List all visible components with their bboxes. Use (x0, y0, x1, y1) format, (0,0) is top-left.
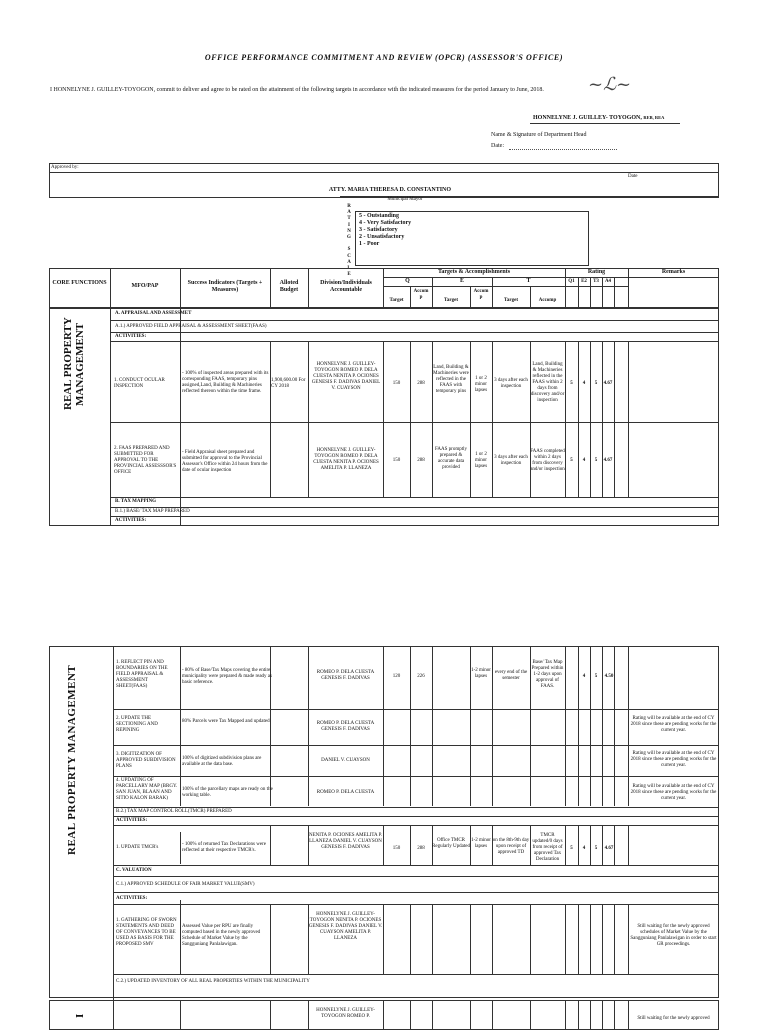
header-core-functions: CORE FUNCTIONS (52, 280, 107, 286)
p2-row4-remarks: Rating will be available at the end of CY 2018 since these are pending works for the current year. (630, 784, 717, 801)
p2-row1-t3: 5 (594, 674, 598, 679)
grid-line (492, 904, 493, 974)
p2-row3-remarks: Rating will be available at the end of CY 2018 since these are pending works for the current year. (630, 751, 717, 768)
grid-line (578, 825, 579, 865)
grid-line (492, 1000, 493, 1030)
header-division: Division/Individuals Accountable (320, 280, 372, 293)
row1-a4: 4.67 (603, 381, 613, 386)
signature-scribble: ~ℒ~ (588, 74, 632, 95)
grid-line (270, 1000, 271, 1030)
tmcr-t-accomp: TMCR updated/0 days from receipt of approved Tax Declaration (532, 833, 563, 862)
rating-scale-letter: C (347, 253, 351, 259)
row2-t3: 5 (594, 458, 598, 463)
rating-scale-letter: A (347, 259, 351, 265)
grid-line (602, 904, 603, 974)
sworn-mfo: 1. GATHERING OF SWORN STATEMENTS AND DEED OF CONVEYANCES TO BE USED AS BASIS FOR THE PROPOSED SMV (116, 918, 177, 947)
row1-q1: 5 (570, 381, 573, 386)
p2-row1-t-accomp: Base/ Tax Map Prepared within 1-2 days upon approval of FAAS. (531, 660, 564, 689)
rating-scale-letter: N (347, 228, 351, 234)
header-remarks: Remarks (661, 269, 686, 275)
row2-a4: 4.67 (603, 458, 613, 463)
section-c1: C.1.) APPROVED SCHEDULE OF FAIR MARKET VALUE(SMV) (116, 882, 255, 887)
row1-success: - 100% of inspected areas prepared with its corresponding FAAS, temporary pins assigned,Land, Building & Machineries reflected thereon within the time frame. (182, 371, 269, 394)
grid-line (432, 1000, 433, 1030)
header-targets: Targets & Accomplishments (437, 269, 511, 275)
sworn-success: Assessed Value per RPU are finally computed based in the newly approved Schedule of Market Value by the Sangguniang Panlalawigan. (182, 924, 261, 947)
header-q: Q (405, 278, 410, 284)
row2-e-accomp: 1 or 2 minor lapses (474, 452, 488, 469)
p2-row3-mfo: 3. DIGITIZATION OF APPROVED SUBDIVISION PLANS (116, 752, 176, 769)
rating-scale-letter: A (347, 210, 351, 216)
grid-line (602, 1000, 603, 1030)
rating-scale-letter: E (347, 272, 351, 278)
header-e-accomp: Accom p (473, 289, 489, 300)
approved-by-label: Approved by: (51, 165, 79, 170)
grid-line (530, 1000, 531, 1030)
header-q-target: Target (389, 298, 404, 303)
approver-title: Municipal Mayor (387, 197, 423, 202)
grid-line (590, 646, 591, 806)
rating-scale-letter: L (347, 266, 351, 272)
row1-t3: 5 (594, 381, 598, 386)
section-a: A. APPRAISAL AND ASSESSMET (115, 311, 192, 316)
grid-line (565, 825, 566, 865)
grid-line (614, 904, 615, 974)
header-t3: T3 (593, 279, 599, 284)
header-q-accomp: Accom p (413, 289, 429, 300)
tmcr-e-target: Office TMCR Regularly Updated (432, 838, 470, 849)
tmcr-q-accomp: 288 (417, 846, 425, 851)
grid-line (614, 1000, 615, 1030)
tmcr-t3: 5 (594, 846, 598, 851)
grid-line (578, 646, 579, 806)
section-b: B. TAX MAPPING (115, 499, 157, 504)
p2-row3-division: DANIEL V. CUAYSON (321, 758, 370, 763)
tmcr-e2: 4 (582, 846, 586, 851)
row1-t-target: 3 days after each inspection (494, 378, 528, 389)
header-rating: Rating (587, 269, 606, 275)
grid-line (410, 646, 411, 806)
p2-row1-e-accomp: 1-2 minor lapses (471, 668, 491, 679)
p2-row4-division: ROMEO P. DELA CUESTA (316, 790, 375, 795)
grid-line (628, 825, 629, 865)
row1-t-accomp: Land, Building & Machineries reflected in the FAAS within 2 days from discovery and/or inspection (530, 362, 565, 403)
header-t-accomp: Accomp (538, 298, 557, 303)
grid-line (614, 646, 615, 806)
grid-line (578, 904, 579, 974)
date-label: Date: (491, 143, 504, 149)
rating-scale-item: 4 - Very Satisfactory (359, 220, 412, 226)
tmcr-mfo: 1. UPDATE TMCR's (116, 845, 159, 850)
grid-line (590, 1000, 591, 1030)
section-c2: C.2.) UPDATED INVENTORY OF ALL REAL PROPERTIES WITHIN THE MUNICIPALITY (116, 979, 310, 984)
row2-success: - Field Appraisal sheet prepared and submitted for approval to the Provincial Assessor's Office within 24 hours from the date of ocular inspection (182, 450, 268, 473)
activities-label-3: ACTIVITIES: (116, 818, 148, 823)
p2-row4-success: 100% of the parcellary maps are ready on the working table. (182, 787, 273, 798)
grid-line (614, 825, 615, 865)
grid-line (565, 1000, 566, 1030)
header-e-target: Target (444, 298, 458, 303)
p2-row2-division: ROMEO P. DELA CUESTA GENESIS F. DADIVAS (316, 721, 375, 732)
sworn-remarks: Still waiting for the newly approved schedules of Market Value by the Sangguniang Panlalawigan in order to start GR proceedings. (630, 924, 717, 947)
grid-line (410, 825, 411, 865)
header-e: E (459, 278, 464, 284)
approver-name: ATTY. MARIA THERESA D. CONSTANTINO (328, 187, 452, 193)
grid-line (590, 825, 591, 865)
row1-division: HONNELYNE J. GUILLEY-TOYOGON ROMEO P. DELA CUESTA NENITA P. OCIONES GENESIS F. DADIVAS DANIEL V. CUAYSON (311, 362, 381, 391)
bottom-division: HONNELYNE J. GUILLEY-TOYOGON ROMEO P. (316, 1008, 375, 1019)
tmcr-a4: 4.67 (604, 846, 614, 851)
rating-scale-item: 5 - Outstanding (359, 213, 400, 219)
row1-budget: 1,900,600.00 For CY 2018 (271, 378, 306, 389)
header-mfo: MFO/PAP (131, 283, 159, 289)
header-q1: Q1 (568, 279, 575, 284)
activities-label: ACTIVITIES: (115, 334, 147, 339)
section-b1: B.1.) BASE/ TAX MAP PREPARED (115, 509, 190, 514)
header-e2: E2 (581, 279, 587, 284)
header-a4: A4 (604, 279, 612, 284)
bottom-remarks: Still waiting for the newly approved (637, 1016, 710, 1021)
grid-line (410, 904, 411, 974)
row2-t-target: 3 days after each inspection (494, 455, 528, 466)
p2-row1-mfo: 1. REFLECT PIN AND BOUNDARIES ON THE FIELD APPRAISAL & ASSESSMENT SHEET(FAAS) (116, 660, 168, 689)
grid-line (578, 1000, 579, 1030)
tmcr-e-accomp: 1-2 minor lapses (471, 838, 491, 849)
sworn-division: HONNELYNE J. GUILLEY-TOYOGON NENITA P. OCIONES GENESIS F. DADIVAS DANIEL V. CUAYSON AMELITA P. LLANEZA (308, 912, 383, 941)
row2-mfo: 2. FAAS PREPARED AND SUBMITTED FOR APPROVAL TO THE PROVINCIAL ASSESSSOR'S OFFICE (114, 446, 177, 475)
row1-e-accomp: 1 or 2 minor lapses (474, 376, 488, 393)
row2-e2: 4 (582, 458, 586, 463)
header-success-indicators: Success Indicators (Targets + Measures) (187, 280, 263, 293)
grid-line (432, 646, 433, 806)
grid-line (383, 904, 384, 974)
row2-division: HONNELYNE J. GUILLEY-TOYOGON ROMEO P. DELA CUESTA NENITA P. OCIONES AMELITA P. LLANEZA (313, 448, 379, 471)
row2-q-accomp: 288 (417, 458, 425, 463)
tmcr-success: - 100% of returned Tax Declarations were reflected at their respective TMCR's. (182, 842, 266, 853)
row2-e-target: FAAS promptly prepared & accurate data provided (435, 447, 467, 470)
grid-line (470, 1000, 471, 1030)
signatory-name: HONNELYNE J. GUILLEY- TOYOGON, REB, REA (533, 115, 665, 121)
grid-line (410, 1000, 411, 1030)
tmcr-t-target: on the 8th-9th day upon receipt of approved TD (492, 838, 530, 855)
core-function-label-2: REAL PROPERTY MANAGEMENT (66, 664, 78, 856)
document-title: OFFICE PERFORMANCE COMMITMENT AND REVIEW (OPCR) (ASSESSOR'S OFFICE) (204, 53, 564, 62)
header-budget: Alloted Budget (279, 280, 299, 293)
rating-scale-list (359, 213, 411, 248)
row1-q-target: 150 (392, 381, 401, 386)
activities-label-2: ACTIVITIES: (115, 518, 147, 523)
row1-mfo: 1. CONDUCT OCULAR INSPECTION (114, 378, 165, 389)
grid-line (383, 646, 384, 806)
p2-row2-success: 80% Parcels were Tax Mapped and updated (182, 719, 270, 724)
rating-scale-item: 1 - Poor (359, 241, 380, 247)
row1-e2: 4 (582, 381, 586, 386)
row2-q1: 5 (570, 458, 573, 463)
row1-q-accomp: 288 (417, 381, 425, 386)
grid-line (628, 1000, 629, 1030)
grid-line (565, 646, 566, 806)
p2-row1-e2: 4 (582, 674, 586, 679)
grid-line (602, 825, 603, 865)
grid-line (432, 904, 433, 974)
commitment-statement: I HONNELYNE J. GUILLEY-TOYOGON, commit to deliver and agree to be rated on the attainment of the following targets in accordance with the indicated measures for the period January to June, 2018. (50, 87, 544, 93)
name-signature-label: Name & Signature of Department Head (491, 132, 587, 138)
tmcr-q-target: 150 (392, 846, 401, 851)
row1-e-target: Land, Building & Machineries were reflected in the FAAS with temporary pins (433, 365, 469, 394)
core-function-label: REAL PROPERTY MANAGEMENT (62, 317, 86, 411)
rating-scale-letter: S (347, 247, 351, 253)
section-a1: A.1.) APPROVED FIELD APPRAISAL & ASSESSMENT SHEET(FAAS) (115, 324, 267, 329)
section-b2: B.2.) TAX MAP CONTROL ROLL(TMCR) PREPARED (116, 809, 232, 814)
rating-scale-item: 3 - Satisfactory (359, 227, 398, 233)
tmcr-division: NENITA P. OCIONES AMELITA P. LLANEZA DANIEL V. CUAYSON GENESIS F. DADIVAS (308, 833, 383, 850)
grid-line (565, 904, 566, 974)
activities-label-4: ACTIVITIES: (116, 896, 148, 901)
rating-scale-letter: G (347, 235, 351, 241)
grid-line (602, 646, 603, 806)
rating-scale-letter: I (348, 222, 350, 228)
header-t-target: Target (504, 298, 518, 303)
row2-q-target: 150 (392, 458, 401, 463)
section-c: C. VALUATION (116, 868, 152, 873)
p2-row2-remarks: Rating will be available at the end of CY 2018 since these are pending works for the current year. (630, 716, 717, 733)
grid-line (470, 904, 471, 974)
grid-line (530, 904, 531, 974)
p2-row3-success: 100% of digitized subdivision plans are available at the data base. (182, 756, 262, 767)
grid-line (590, 904, 591, 974)
p2-row1-success: - 80% of Base/Tax Maps covering the entire municipality were prepared & made ready as basic reference. (182, 668, 272, 685)
header-t: T (526, 278, 531, 284)
core-function-label-3: I (74, 1013, 86, 1019)
date-right-label: Date (628, 174, 638, 179)
tmcr-q1: 5 (570, 846, 573, 851)
p2-row1-a4: 4.50 (604, 674, 614, 679)
p2-row1-division: ROMEO P. DELA CUESTA GENESIS F. DADIVAS (316, 670, 375, 681)
p2-row2-mfo: 2. UPDATE THE SECTIONING AND REPINING (116, 716, 158, 733)
p2-row4-mfo: 4. UPDATING OF PARCELLARY MAP (BRGY. SAN JUAN, BLAAN AND SITIO KALON BARAK) (116, 778, 178, 801)
rating-scale-item: 2 - Unsatisfactory (359, 234, 405, 240)
grid-line (383, 1000, 384, 1030)
table-body-page3 (49, 1000, 719, 1030)
p2-row1-q-accomp: 226 (417, 674, 425, 679)
p2-row1-t-target: every end of the semester (494, 670, 528, 681)
row2-t-accomp: FAAS completed within 2 days from discovery and/or inspection (530, 449, 565, 472)
grid-line (383, 825, 384, 865)
p2-row1-q-target: 120 (392, 674, 401, 679)
rating-scale-letter: T (347, 216, 351, 222)
rating-scale-letter: R (347, 204, 351, 209)
